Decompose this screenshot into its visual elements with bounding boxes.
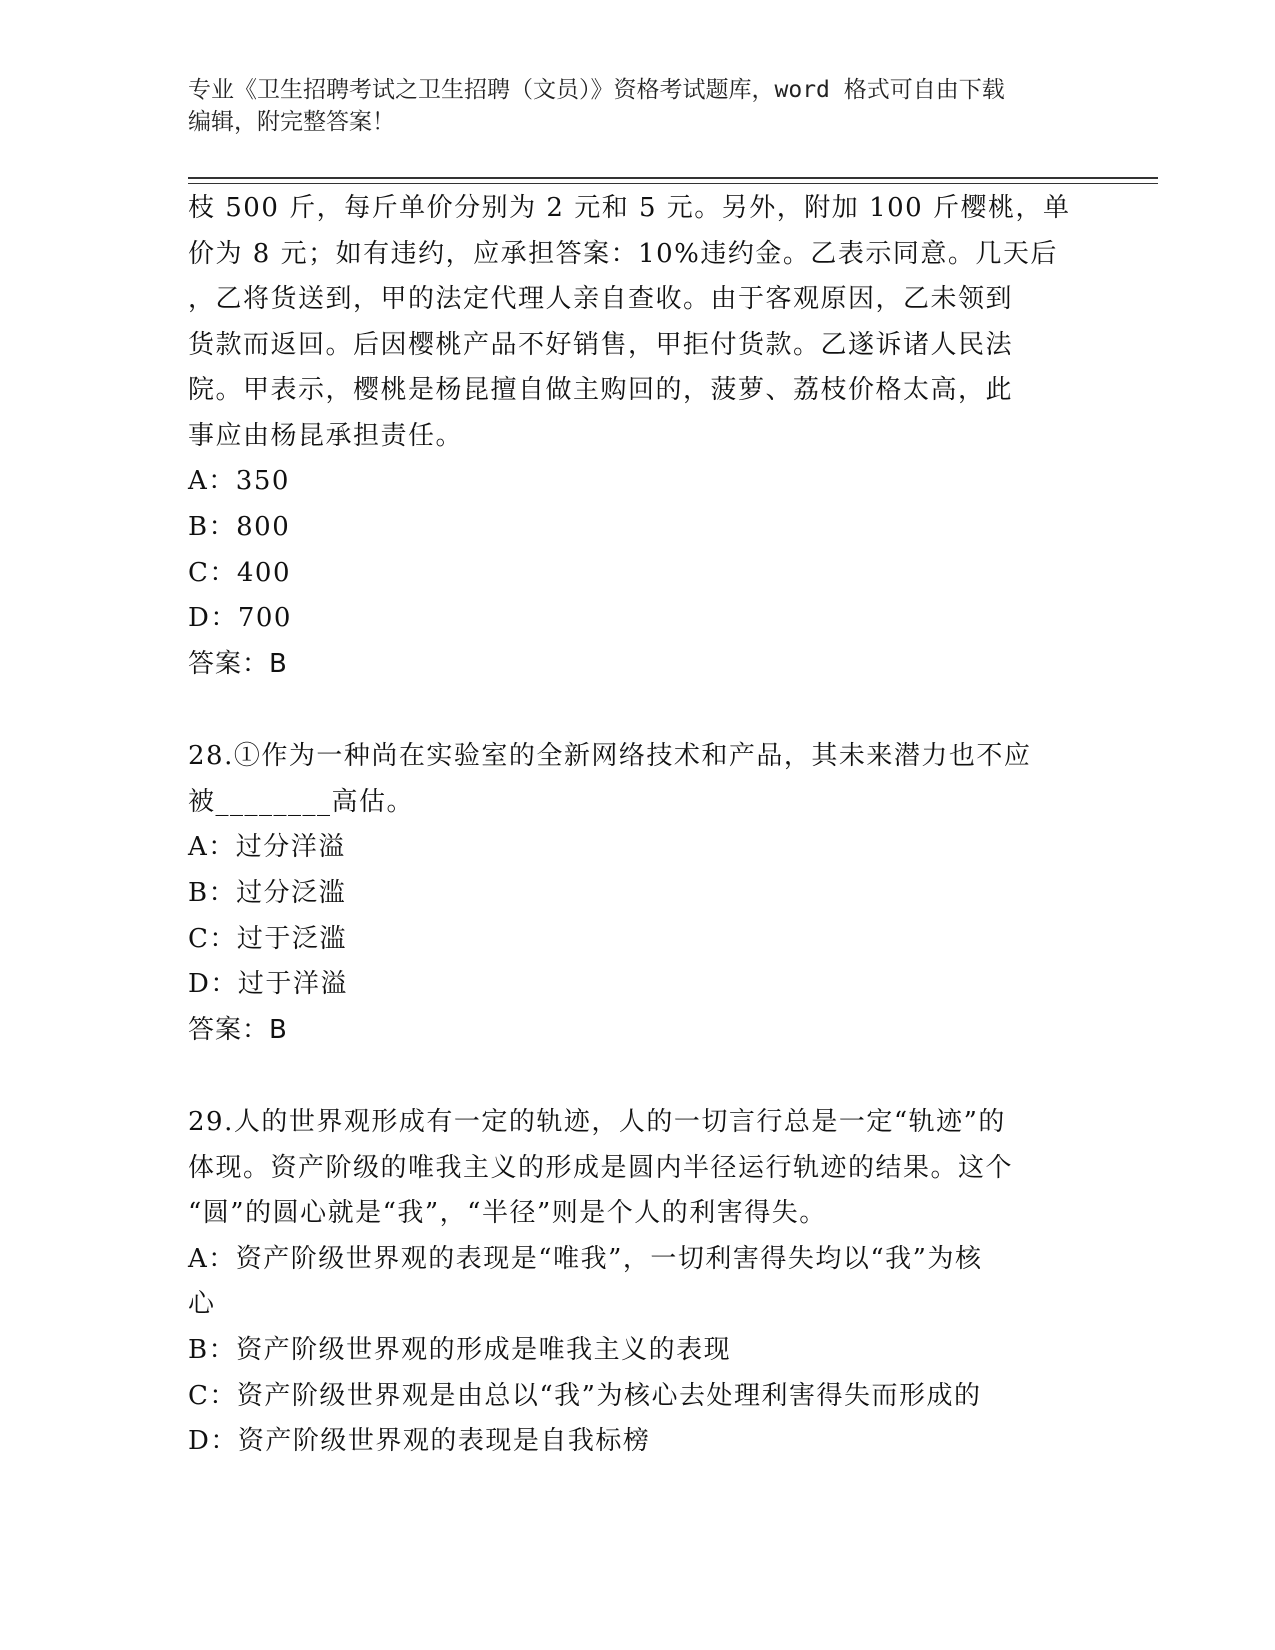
question-text-line: 枝 500 斤，每斤单价分别为 2 元和 5 元。另外，附加 100 斤樱桃，单 xyxy=(188,193,1071,223)
header-divider-thick xyxy=(188,177,1158,179)
question-text-line: 事应由杨昆承担责任。 xyxy=(188,420,464,451)
question-29-option-c: C：资产阶级世界观是由总以“我”为核心去处理利害得失而形成的 xyxy=(188,1381,982,1411)
document-header xyxy=(188,74,1068,138)
question-text-line: 28.①作为一种尚在实验室的全新网络技术和产品，其未来潜力也不应 xyxy=(188,741,1032,771)
question-text-line: “圆”的圆心就是“我”，“半径”则是个人的利害得失。 xyxy=(188,1198,827,1228)
header-divider-thin xyxy=(188,183,1158,184)
question-28-answer: 答案：B xyxy=(188,1015,288,1045)
question-29-option-a-cont: 心 xyxy=(188,1289,216,1319)
question-text-line: 货款而返回。后因樱桃产品不好销售，甲拒付货款。乙遂诉诸人民法 xyxy=(188,329,1014,360)
question-29-text xyxy=(188,1100,1078,1237)
question-29-option-a: A：资产阶级世界观的表现是“唯我”，一切利害得失均以“我”为核 xyxy=(188,1244,983,1274)
header-line-2: 编辑，附完整答案！ xyxy=(188,109,395,135)
question-28-option-d: D：过于洋溢 xyxy=(188,969,348,999)
question-27-option-d: D：700 xyxy=(188,603,292,633)
question-text-line: 体现。资产阶级的唯我主义的形成是圆内半径运行轨迹的结果。这个 xyxy=(188,1152,1014,1183)
question-27-text xyxy=(188,186,1078,459)
question-text-line: 29.人的世界观形成有一定的轨迹，人的一切言行总是一定“轨迹”的 xyxy=(188,1107,1006,1137)
question-text-line: 被________高估。 xyxy=(188,786,415,817)
question-text-line: ，乙将货送到，甲的法定代理人亲自查收。由于客观原因，乙未领到 xyxy=(188,284,1014,314)
question-27-option-b: B：800 xyxy=(188,512,291,542)
question-27-option-c: C：400 xyxy=(188,558,292,588)
question-28-text xyxy=(188,734,1078,825)
question-27-answer: 答案：B xyxy=(188,649,288,679)
question-29-option-d: D：资产阶级世界观的表现是自我标榜 xyxy=(188,1426,651,1456)
question-29-option-b: B：资产阶级世界观的形成是唯我主义的表现 xyxy=(188,1335,732,1365)
question-text-line: 院。甲表示，樱桃是杨昆擅自做主购回的，菠萝、荔枝价格太高，此 xyxy=(188,375,1014,405)
question-text-line: 价为 8 元；如有违约，应承担答案：10%违约金。乙表示同意。几天后 xyxy=(188,238,1058,269)
question-27-option-a: A：350 xyxy=(188,466,290,496)
header-line-1: 专业《卫生招聘考试之卫生招聘（文员）》资格考试题库，word 格式可自由下载 xyxy=(188,77,1005,103)
question-28-option-b: B：过分泛滥 xyxy=(188,878,347,908)
question-28-option-a: A：过分洋溢 xyxy=(188,832,346,862)
question-28-option-c: C：过于泛滥 xyxy=(188,924,347,954)
